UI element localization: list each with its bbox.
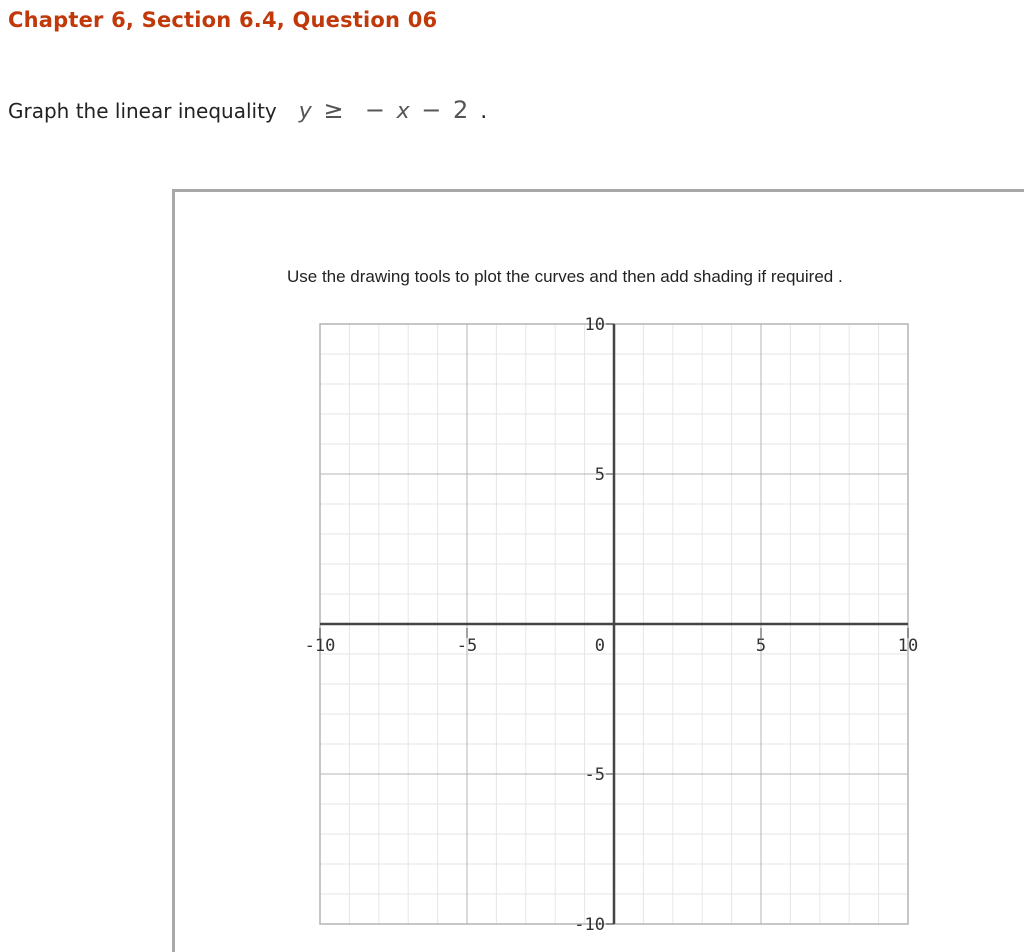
x-tick-label: -10	[304, 636, 336, 656]
graph-panel	[172, 189, 1024, 952]
inequality-minus-2: −	[421, 96, 444, 124]
x-tick-label: 5	[755, 636, 767, 656]
inequality-var-x: x	[396, 99, 412, 124]
graph-instruction: Use the drawing tools to plot the curves and then add shading if required .	[287, 267, 843, 286]
y-tick-label: -10	[574, 915, 605, 935]
y-tick-label: 5	[594, 465, 605, 485]
inequality-expression	[299, 96, 471, 124]
y-tick-label: -5	[584, 765, 605, 785]
coordinate-plane[interactable]	[175, 192, 1024, 952]
question-text	[8, 96, 487, 124]
question-prompt: Graph the linear inequality	[8, 99, 277, 123]
x-tick-label: 10	[897, 636, 919, 656]
inequality-constant: 2	[453, 96, 471, 124]
inequality-period: .	[480, 99, 488, 124]
inequality-operator: ≥	[323, 96, 346, 124]
inequality-minus-1: −	[364, 96, 387, 124]
page-title: Chapter 6, Section 6.4, Question 06	[8, 8, 438, 32]
x-tick-label: -5	[456, 636, 478, 656]
x-tick-label: 0	[594, 636, 605, 656]
y-tick-label: 10	[584, 315, 605, 335]
inequality-var-y: y	[298, 99, 314, 124]
